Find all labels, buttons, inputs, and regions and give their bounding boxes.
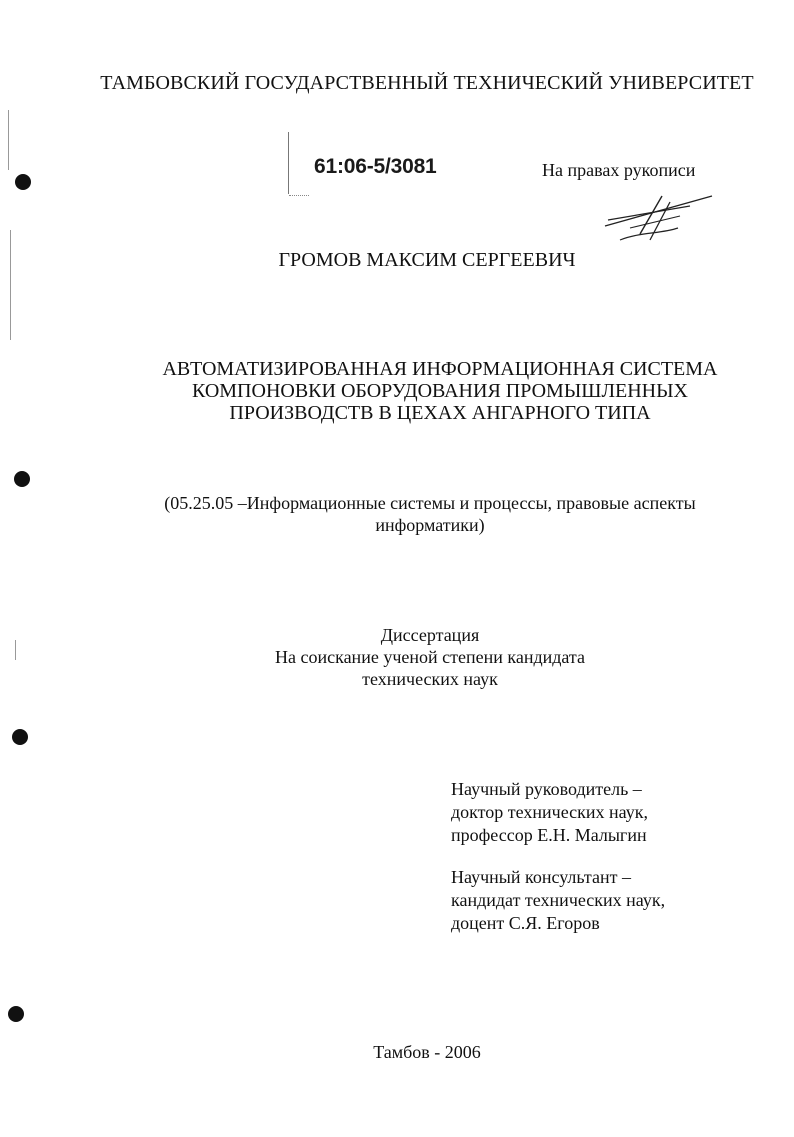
title-line: КОМПОНОВКИ ОБОРУДОВАНИЯ ПРОМЫШЛЕННЫХ	[191, 380, 688, 402]
scientific-consultant	[451, 866, 665, 935]
degree-line: технических наук	[362, 669, 498, 689]
rights-note: На правах рукописи	[542, 160, 696, 180]
degree-line: На соискание ученой степени кандидата	[275, 647, 585, 667]
specialty-line: информатики)	[375, 515, 485, 535]
city-year: Тамбов - 2006	[373, 1042, 481, 1062]
title-line: ПРОИЗВОДСТВ В ЦЕХАХ АНГАРНОГО ТИПА	[229, 402, 651, 424]
degree-statement	[130, 624, 730, 690]
specialty	[130, 492, 730, 536]
edge-mark	[8, 110, 9, 170]
advisor-line: Научный руководитель –	[451, 779, 642, 799]
edge-mark	[10, 230, 11, 340]
specialty-line: (05.25.05 –Информационные системы и процессы, правовые аспекты	[164, 493, 696, 513]
degree-line: Диссертация	[380, 625, 480, 645]
consultant-line: Научный консультант –	[451, 867, 631, 887]
punch-hole-2	[14, 471, 30, 487]
consultant-line: доцент С.Я. Егоров	[451, 913, 600, 933]
dissertation-title	[140, 358, 740, 424]
punch-hole-4	[8, 1006, 24, 1022]
advisor-line: профессор Е.Н. Малыгин	[451, 825, 647, 845]
consultant-line: кандидат технических наук,	[451, 890, 666, 910]
punch-hole-3	[12, 729, 28, 745]
advisor-line: доктор технических наук,	[451, 802, 648, 822]
author-name: ГРОМОВ МАКСИМ СЕРГЕЕВИЧ	[278, 249, 576, 271]
edge-mark	[15, 640, 16, 660]
catalog-code: 61:06-5/3081	[314, 155, 437, 178]
signature-icon	[600, 188, 720, 248]
punch-hole-1	[15, 174, 31, 190]
catalog-code-frame	[288, 132, 313, 194]
title-line: АВТОМАТИЗИРОВАННАЯ ИНФОРМАЦИОННАЯ СИСТЕМА	[162, 358, 718, 380]
scientific-advisor	[451, 778, 648, 847]
university-name: ТАМБОВСКИЙ ГОСУДАРСТВЕННЫЙ ТЕХНИЧЕСКИЙ УНИВЕРСИТЕТ	[100, 72, 754, 94]
